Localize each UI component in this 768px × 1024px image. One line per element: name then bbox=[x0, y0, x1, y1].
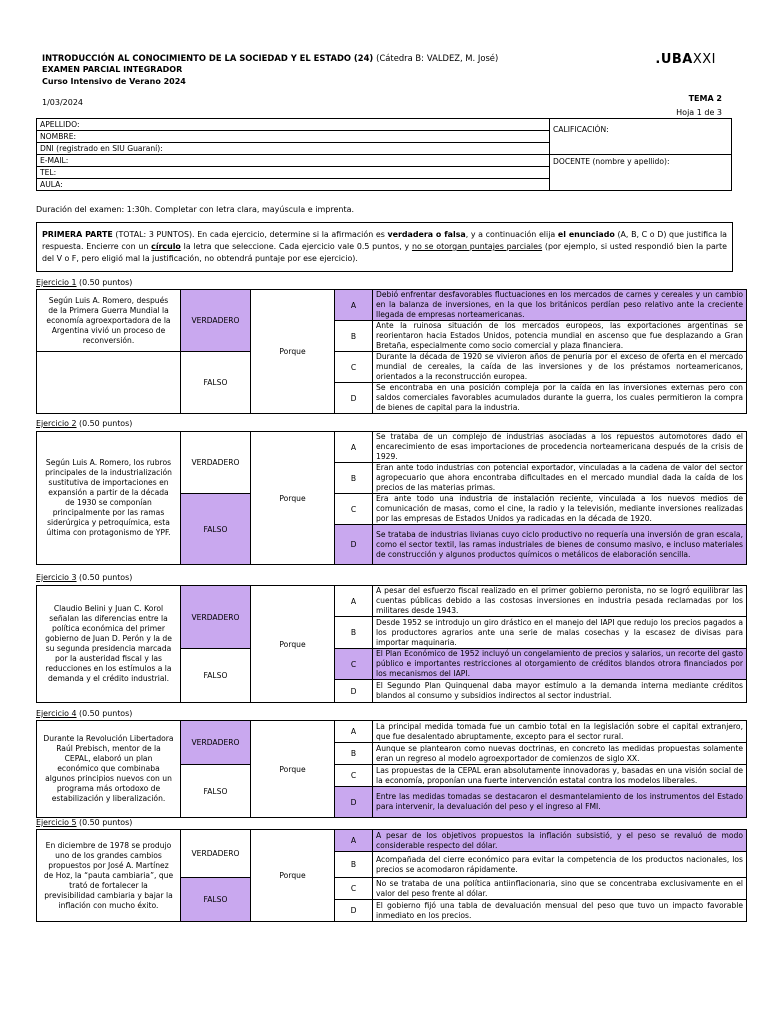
exam-duration: Duración del examen: 1:30h. Completar con letra clara, mayúscula e imprenta. bbox=[36, 205, 355, 214]
option-text-b: Ante la ruinosa situación de los mercados europeos, las exportaciones argentinas se reorientaron hacia Estados Unidos, potencia mundial en ascenso que fue desplazando a Gran Bretaña, especialmente como socio comercial y plaza financiera. bbox=[373, 321, 747, 352]
uba-logo: .UBAXXI bbox=[655, 52, 716, 67]
exercise-2-title: Ejercicio 2 (0.50 puntos) bbox=[36, 419, 133, 428]
option-text-b: Eran ante todo industrias con potencial exportador, vinculadas a la cadena de valor del sector agropecuario que ahora encontraba dificultades en el mercado mundial dada la caída de los precios de las materias primas. bbox=[373, 463, 747, 494]
exam-type: EXAMEN PARCIAL INTEGRADOR bbox=[42, 65, 183, 74]
option-text-a: A pesar del esfuerzo fiscal realizado en el primer gobierno peronista, no se logró equilibrar las cuentas públicas debido a las costosas inversiones en industria pesada reclamadas por los militares desde 1943. bbox=[373, 586, 747, 617]
option-text-c: Durante la década de 1920 se vivieron años de penuria por el exceso de oferta en el mercado mundial de cereales, la caída de las inversiones y de los préstamos norteamericanos, orientados a la reconstrucción europea. bbox=[373, 352, 747, 383]
option-letter-c[interactable]: C bbox=[335, 352, 373, 383]
option-letter-d[interactable]: D bbox=[335, 900, 373, 922]
option-text-c: El Plan Económico de 1952 incluyó un congelamiento de precios y salarios, un recorte del gasto público e importantes restricciones al otorgamiento de créditos blandos otrora financiados por los mecanismos del IAPI. bbox=[373, 649, 747, 680]
option-text-c: No se trataba de una política antiinflacionaria, sino que se concentraba exclusivamente en el valor del peso frente al dólar. bbox=[373, 878, 747, 900]
field-apellido[interactable]: APELLIDO: bbox=[37, 119, 550, 131]
field-docente[interactable]: DOCENTE (nombre y apellido): bbox=[550, 155, 732, 191]
option-text-c: Las propuestas de la CEPAL eran absolutamente innovadoras y, basadas en una visión social de la economía, proponían una fuerte intervención estatal contra los modelos liberales. bbox=[373, 765, 747, 787]
option-falso[interactable]: FALSO bbox=[181, 765, 251, 818]
course-name: INTRODUCCIÓN AL CONOCIMIENTO DE LA SOCIEDAD Y EL ESTADO (24) bbox=[42, 53, 374, 63]
option-text-b: Acompañada del cierre económico para evitar la competencia de los productos nacionales, los precios se acomodaron rápidamente. bbox=[373, 852, 747, 878]
option-letter-b[interactable]: B bbox=[335, 617, 373, 649]
option-verdadero[interactable]: VERDADERO bbox=[181, 432, 251, 494]
option-text-d: Se encontraba en una posición compleja por la caída en las inversiones externas pero con saldos comerciales favorables acumulados durante la guerra, los cuales permitieron la compra de bienes de capital para la industria. bbox=[373, 383, 747, 414]
option-text-d: Entre las medidas tomadas se destacaron el desmantelamiento de los instrumentos del Estado para intervenir, la devaluación del peso y el ingreso al FMI. bbox=[373, 787, 747, 818]
option-letter-a[interactable]: A bbox=[335, 830, 373, 852]
option-text-d: El Segundo Plan Quinquenal daba mayor estímulo a la demanda interna mediante créditos blandos al consumo y subsidios indirectos al sector industrial. bbox=[373, 680, 747, 703]
field-email[interactable]: E-MAIL: bbox=[37, 155, 550, 167]
option-letter-b[interactable]: B bbox=[335, 852, 373, 878]
field-tel[interactable]: TEL: bbox=[37, 167, 550, 179]
porque-label: Porque bbox=[251, 830, 335, 922]
porque-label: Porque bbox=[251, 586, 335, 703]
option-verdadero[interactable]: VERDADERO bbox=[181, 721, 251, 765]
option-letter-a[interactable]: A bbox=[335, 586, 373, 617]
field-calificacion[interactable]: CALIFICACIÓN: bbox=[550, 119, 732, 155]
exercise-5-table bbox=[36, 829, 747, 922]
option-letter-c[interactable]: C bbox=[335, 649, 373, 680]
exercise-statement-spacer bbox=[37, 352, 181, 414]
option-falso[interactable]: FALSO bbox=[181, 878, 251, 922]
option-verdadero[interactable]: VERDADERO bbox=[181, 290, 251, 352]
exercise-4-title: Ejercicio 4 (0.50 puntos) bbox=[36, 709, 133, 718]
option-verdadero[interactable]: VERDADERO bbox=[181, 586, 251, 649]
option-letter-a[interactable]: A bbox=[335, 432, 373, 463]
option-letter-b[interactable]: B bbox=[335, 463, 373, 494]
option-letter-d[interactable]: D bbox=[335, 787, 373, 818]
option-text-d: Se trataba de industrias livianas cuyo ciclo productivo no requería una inversión de gran escala, como el sector textil, las ramas industriales de bienes de consumo masivo, e incluso materiales de construcción y algunos productos químicos o metálicos de elaboración sencilla. bbox=[373, 525, 747, 565]
option-text-b: Aunque se plantearon como nuevas doctrinas, en concreto las medidas propuestas solamente eran un regreso al modelo agroexportador de comienzos de siglo XX. bbox=[373, 743, 747, 765]
option-letter-b[interactable]: B bbox=[335, 743, 373, 765]
student-info-table bbox=[36, 118, 732, 191]
course-title bbox=[42, 52, 498, 64]
exercise-3-table bbox=[36, 585, 747, 703]
porque-label: Porque bbox=[251, 432, 335, 565]
option-text-a: Debió enfrentar desfavorables fluctuaciones en los mercados de carnes y cereales y un cambio en la balanza de inversiones, en la que los británicos perdían peso relativo ante la creciente llegada de empresas norteamericanas. bbox=[373, 290, 747, 321]
option-letter-b[interactable]: B bbox=[335, 321, 373, 352]
exam-date: 1/03/2024 bbox=[42, 98, 84, 107]
exercise-2-table bbox=[36, 431, 747, 565]
course-catedra: (Cátedra B: bbox=[376, 53, 424, 63]
option-letter-d[interactable]: D bbox=[335, 383, 373, 414]
option-text-a: Se trataba de un complejo de industrias asociadas a los repuestos automotores dado el encarecimiento de esas importaciones de procedencia norteamericana después de la crisis de 1929. bbox=[373, 432, 747, 463]
option-falso[interactable]: FALSO bbox=[181, 494, 251, 565]
option-letter-d[interactable]: D bbox=[335, 525, 373, 565]
option-letter-c[interactable]: C bbox=[335, 765, 373, 787]
option-falso[interactable]: FALSO bbox=[181, 649, 251, 703]
tema-block bbox=[676, 92, 722, 120]
option-text-c: Era ante todo una industria de instalación reciente, vinculada a los nuevos medios de comunicación de masas, como el cine, la radio y la televisión, mediante inversiones realizadas por las empresas de Estados Unidos ya radicadas en la década de 1920. bbox=[373, 494, 747, 525]
option-letter-c[interactable]: C bbox=[335, 494, 373, 525]
exercise-1-title: Ejercicio 1 (0.50 puntos) bbox=[36, 278, 133, 287]
exercise-statement: Durante la Revolución Libertadora Raúl Prebisch, mentor de la CEPAL, elaboró un plan económico que combinaba algunos principios nuevos con un programa más ortodoxo de estabilización y liberalización. bbox=[37, 721, 181, 818]
tema-label: TEMA 2 bbox=[688, 94, 722, 103]
field-dni[interactable]: DNI (registrado en SIU Guaraní): bbox=[37, 143, 550, 155]
porque-label: Porque bbox=[251, 721, 335, 818]
option-text-d: El gobierno fijó una tabla de devaluación mensual del peso que tuvo un impacto favorable inmediato en los precios. bbox=[373, 900, 747, 922]
option-verdadero[interactable]: VERDADERO bbox=[181, 830, 251, 878]
field-aula[interactable]: AULA: bbox=[37, 179, 550, 191]
exercise-statement: Según Luis A. Romero, después de la Primera Guerra Mundial la economía agroexportadora de la Argentina vivió un proceso de reconversión. bbox=[37, 290, 181, 352]
exam-session: Curso Intensivo de Verano 2024 bbox=[42, 77, 186, 86]
exercise-statement: Claudio Belini y Juan C. Korol señalan las diferencias entre la política económica del primer gobierno de Juan D. Perón y la de su segunda presidencia marcada por la austeridad fiscal y las reducciones en los estímulos a la demanda y el crédito industrial. bbox=[37, 586, 181, 703]
exercise-statement: Según Luis A. Romero, los rubros principales de la industrialización sustitutiva de importaciones en expansión a partir de la década de 1930 se componían principalmente por las ramas siderúrgica y petroquímica, esta última con protagonismo de YPF. bbox=[37, 432, 181, 565]
exercise-3-title: Ejercicio 3 (0.50 puntos) bbox=[36, 573, 133, 582]
option-letter-a[interactable]: A bbox=[335, 721, 373, 743]
option-text-a: A pesar de los objetivos propuestos la inflación subsistió, y el peso se revaluó de modo considerable respecto del dólar. bbox=[373, 830, 747, 852]
option-letter-d[interactable]: D bbox=[335, 680, 373, 703]
instructions-box: PRIMERA PARTE (TOTAL: 3 PUNTOS). En cada ejercicio, determine si la afirmación es verdadera o falsa, y a continuación elija el enunciado (A, B, C o D) que justifica la respuesta. Encierre con un círculo la letra que seleccione. Cada ejercicio vale 0.5 puntos, y no se otorgan puntajes parciales (por ejemplo, si usted respondió bien la parte del V o F, pero eligió mal la justificación, no obtendrá puntaje por ese ejercicio). bbox=[36, 222, 733, 272]
option-letter-a[interactable]: A bbox=[335, 290, 373, 321]
option-text-b: Desde 1952 se introdujo un giro drástico en el manejo del IAPI que redujo los precios pagados a los productores agrarios ante una serie de malas cosechas y la escasez de divisas para importar maquinaria. bbox=[373, 617, 747, 649]
exercise-1-table bbox=[36, 289, 747, 414]
field-nombre[interactable]: NOMBRE: bbox=[37, 131, 550, 143]
exercise-4-table bbox=[36, 720, 747, 818]
option-falso[interactable]: FALSO bbox=[181, 352, 251, 414]
course-professor: VALDEZ, M. José) bbox=[426, 53, 499, 63]
page-count: Hoja 1 de 3 bbox=[676, 108, 722, 117]
option-text-a: La principal medida tomada fue un cambio total en la legislación sobre el capital extranjero, que fue desalentado abruptamente, excepto para el sector rural. bbox=[373, 721, 747, 743]
exercise-5-title: Ejercicio 5 (0.50 puntos) bbox=[36, 818, 133, 827]
exercise-statement: En diciembre de 1978 se produjo uno de los grandes cambios propuestos por José A. Martínez de Hoz, la “pauta cambiaria”, que trató de fortalecer la previsibilidad cambiaria y bajar la inflación con mucho éxito. bbox=[37, 830, 181, 922]
option-letter-c[interactable]: C bbox=[335, 878, 373, 900]
porque-label: Porque bbox=[251, 290, 335, 414]
exam-header bbox=[42, 52, 498, 88]
